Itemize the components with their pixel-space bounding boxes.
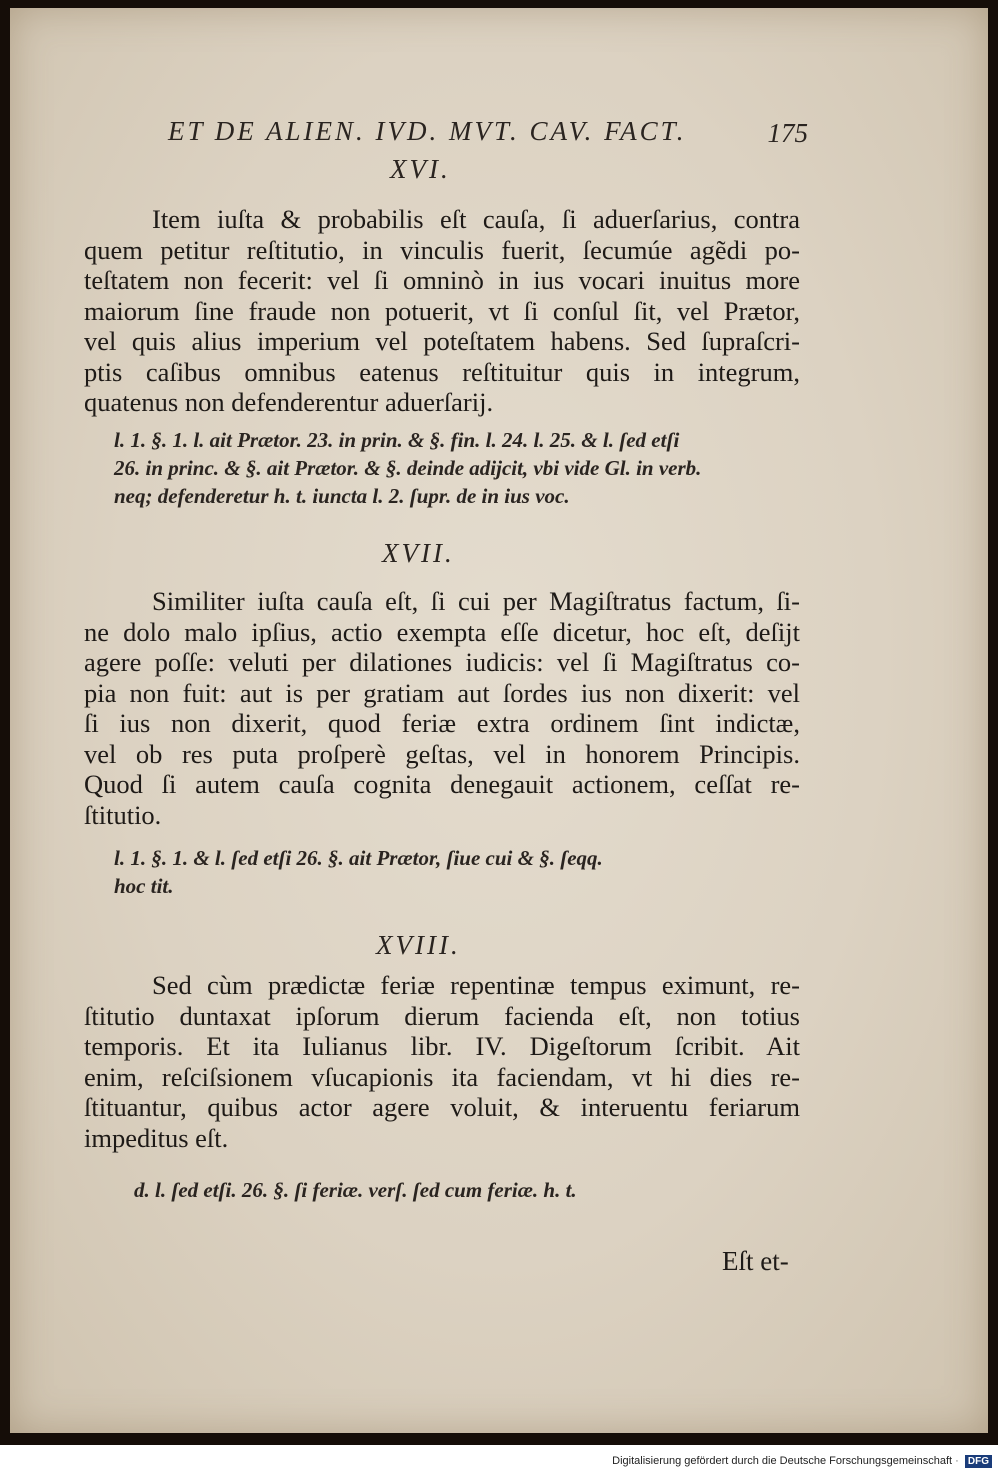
section-paragraph-xviii xyxy=(84,970,800,1153)
text-line: teſtatem non fecerit: vel ſi omninò in ius vocari inuitus more xyxy=(84,265,800,295)
citation-line: 26. in princ. & §. ait Prætor. & §. deinde adijcit, vbi vide Gl. in verb. xyxy=(114,456,702,480)
text-line: vel quis alius imperium vel poteſtatem habens. Sed ſupraſcri- xyxy=(84,326,800,356)
page-header xyxy=(168,116,808,152)
text-line: quatenus non defenderentur aduerſarij. xyxy=(84,387,494,417)
citation-line: hoc tit. xyxy=(114,874,174,898)
citation-line: l. 1. §. 1. & l. ſed etſi 26. §. ait Prætor, ſiue cui & §. ſeqq. xyxy=(114,846,603,870)
digitization-footer xyxy=(612,1455,992,1468)
text-line: maiorum ſine fraude non potuerit, vt ſi conſul ſit, vel Prætor, xyxy=(84,295,800,326)
section-paragraph-xvi xyxy=(84,204,800,418)
dfg-logo-icon: DFG xyxy=(965,1455,992,1468)
text-line: ſtitutio. xyxy=(84,799,162,830)
text-line: Sed cùm prædictæ feriæ repentinæ tempus eximunt, re- xyxy=(152,970,800,1000)
citation-xviii xyxy=(134,1176,794,1204)
footer-separator: · xyxy=(955,1455,959,1467)
text-line: ne dolo malo ipſius, actio exempta eſſe dicetur, hoc eſt, deſijt xyxy=(84,616,800,647)
text-line: quem petitur reſtitutio, in vinculis fuerit, ſecumúe agẽdi po- xyxy=(84,234,800,265)
running-title: ET DE ALIEN. IVD. MVT. CAV. FACT. xyxy=(168,116,687,146)
text-line: ſtitutio duntaxat ipſorum dierum facienda eſt, non totius xyxy=(84,1000,800,1031)
text-line: agere poſſe: veluti per dilationes iudicis: vel ſi Magiſtratus co- xyxy=(84,647,800,677)
text-line: ptis caſibus omnibus eatenus reſtituitur quis in integrum, xyxy=(84,356,800,387)
text-line: enim, reſciſsionem vſucapionis ita faciendam, vt hi dies re- xyxy=(84,1061,800,1092)
text-line: Item iuſta & probabilis eſt cauſa, ſi aduerſarius, contra xyxy=(152,204,800,234)
text-line: vel ob res puta proſperè geſtas, vel in honorem Principis. xyxy=(84,738,800,769)
section-paragraph-xvii xyxy=(84,586,800,830)
text-line: ſtituantur, quibus actor agere voluit, & interuentu feriarum xyxy=(84,1092,800,1122)
citation-line: l. 1. §. 1. l. ait Prætor. 23. in prin. & §. fin. l. 24. l. 25. & l. ſed etſi xyxy=(114,428,680,452)
section-heading-xviii: XVIII. xyxy=(376,930,461,960)
catchword: Eſt et- xyxy=(722,1246,789,1276)
book-page xyxy=(10,8,988,1433)
text-line: pia non fuit: aut is per gratiam aut ſordes ius non dixerit: vel xyxy=(84,677,800,708)
citation-line: d. l. ſed etſi. 26. §. ſi feriæ. verſ. ſed cum feriæ. h. t. xyxy=(134,1178,577,1202)
citation-xvii xyxy=(114,844,774,900)
footer-credit-text: Digitalisierung gefördert durch die Deutsche Forschungsgemeinschaft xyxy=(612,1455,953,1467)
section-heading-xvi: XVI. xyxy=(390,154,451,184)
text-line: ſi ius non dixerit, quod feriæ extra ordinem ſint indictæ, xyxy=(84,708,800,738)
text-line: temporis. Et ita Iulianus libr. IV. Digeſtorum ſcribit. Ait xyxy=(84,1031,800,1061)
text-line: Similiter iuſta cauſa eſt, ſi cui per Magiſtratus factum, ſi- xyxy=(152,586,800,616)
text-line: impeditus eſt. xyxy=(84,1122,229,1153)
page-number: 175 xyxy=(767,118,808,148)
citation-line: neq; defenderetur h. t. iuncta l. 2. ſupr. de in ius voc. xyxy=(114,484,570,508)
text-line: Quod ſi autem cauſa cognita denegauit actionem, ceſſat re- xyxy=(84,769,800,799)
citation-xvi xyxy=(114,426,774,510)
section-heading-xvii: XVII. xyxy=(382,538,455,568)
